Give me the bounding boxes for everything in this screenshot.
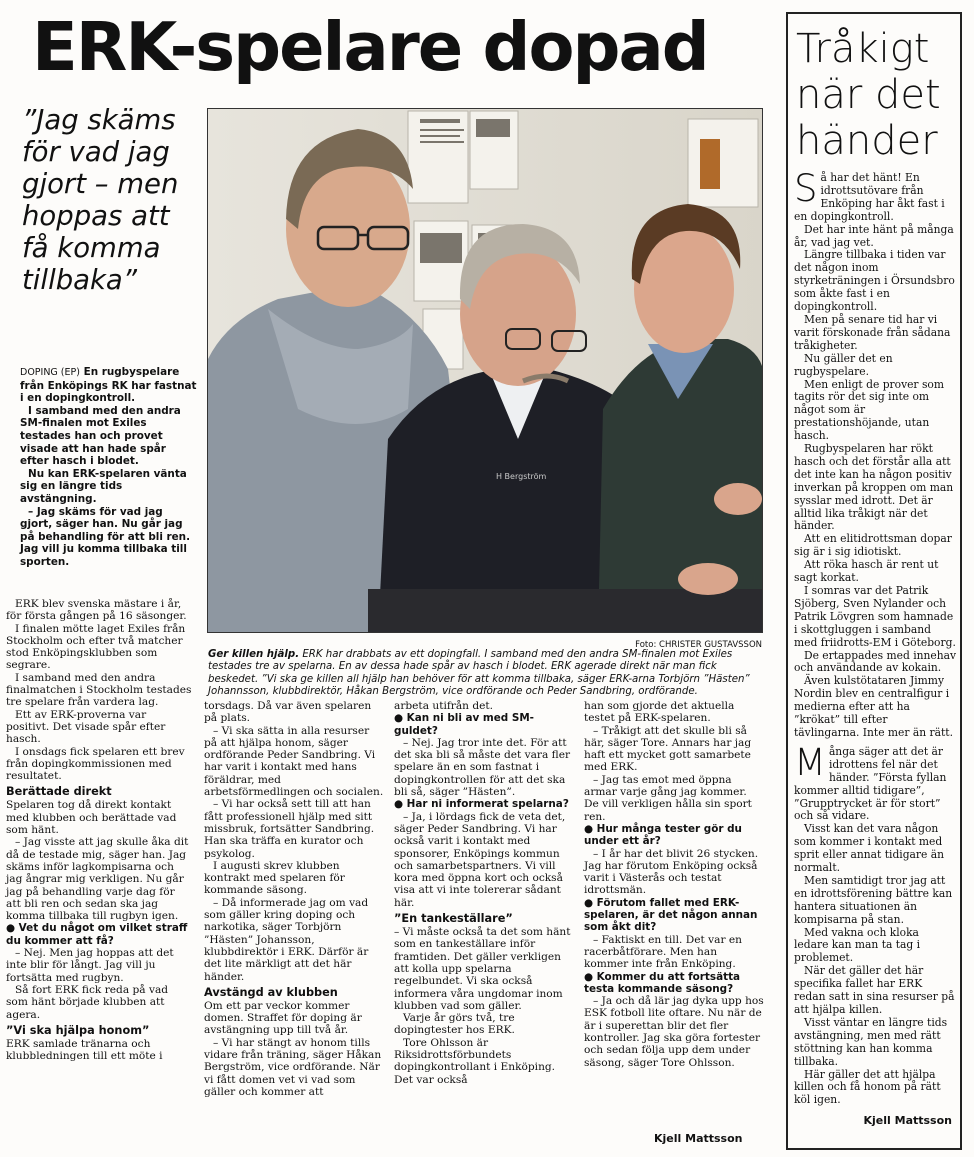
interview-question: ● Kan ni bli av med SM-guldet? <box>394 712 534 737</box>
paragraph: I samband med den andra finalmatchen i Stockholm testades tre spelare från vardera lag. <box>6 671 192 709</box>
interview-question: ● Förutom fallet med ERK-spelaren, är det någon annan som åkt dit? <box>584 896 758 934</box>
paragraph: torsdags. Då var även spelaren på plats. <box>204 700 372 725</box>
paragraph: När det gäller det här specifika fallet har ERK redan satt in sina resurser på att hjälpa killen. <box>794 964 955 1016</box>
paragraph: ERK samlade tränarna och klubbledningen till ett möte i <box>6 1037 163 1063</box>
paragraph: – Vi har stängt av honom tills vidare från träning, säger Håkan Bergström, vice ordförande. När vi fått domen vet vi vad som gäller och kommer att <box>204 1036 382 1098</box>
dropcap: M <box>794 740 826 784</box>
paragraph: Visst kan det vara någon som kommer i kontakt med sprit eller annat tidigare än normalt. <box>794 822 945 875</box>
paragraph: Men enligt de prover som tagits rör det sig inte om något som är prestationshöjande, utan hasch. <box>794 377 944 443</box>
body-column-3 <box>394 700 574 1086</box>
paragraph: – Vi har också sett till att han fått professionell hjälp med sitt missbruk, fortsätter Sandbring. Han ska träffa en kurator och psykolog. <box>204 798 375 860</box>
paragraph: I finalen mötte laget Exiles från Stockholm och efter två matcher stod Enköpingsklubben som segrare. <box>6 622 186 672</box>
paragraph: Med vakna och kloka ledare kan man ta tag i problemet. <box>794 925 921 965</box>
paragraph: – Vi måste också ta det som hänt som en tankeställare inför framtiden. Det gäller verkligen att kolla upp spelarna regelbundet. Vi ska också informera våra ungdomar inom klubben vad som gäller. <box>394 926 571 1012</box>
paragraph: Spelaren tog då direkt kontakt med klubben och berättade vad som hänt. <box>6 799 177 837</box>
paragraph: å har det hänt! En idrottsutövare från Enköping har åkt fast i en dopingkontroll. <box>794 171 945 223</box>
paragraph: arbeta utifrån det. <box>394 700 494 712</box>
paragraph: – Då informerade jag om vad som gäller kring doping och narkotika, säger Torbjörn ”Hästen” Johansson, klubbdirektör i ERK. Därför är det lite märkligt att det här händer. <box>204 896 369 983</box>
interview-question: ● Kommer du att fortsätta testa kommande säsong? <box>584 970 741 995</box>
paragraph: Visst väntar en längre tids avstängning, men med rätt stöttning kan han komma tillbaka. <box>794 1015 948 1068</box>
paragraph: – Jag visste att jag skulle åka dit då de testade mig, säger han. Jag skäms inför lagkompisarna och jag ångrar mig verkligen. Nu går jag på behandling varje dag för att bli ren och sedan ska jag komma tillbaka till rugbyn igen. <box>6 836 189 923</box>
dropcap: S <box>794 167 818 210</box>
paragraph: – Nej. Men jag hoppas att det inte blir för långt. Jag vill ju fortsätta med rugbyn. <box>6 947 174 984</box>
paragraph: – Ja och då lär jag dyka upp hos ESK fotboll lite oftare. Nu när de är i superettan blir det fler kontroller. Jag ska göra fortester och sedan följa upp dem under säsong, säger Tore Ohlsson. <box>584 995 764 1069</box>
paragraph: Nu gäller det en rugbyspelare. <box>794 351 893 378</box>
photo-illustration <box>208 109 763 633</box>
caption-lead: Ger killen hjälp. <box>208 649 300 660</box>
photo-credit: Foto: CHRISTER GUSTAVSSON <box>635 640 762 650</box>
intro-paragraph: – Jag skäms för vad jag gjort, säger han. Nu går jag på behandling för att bli ren. Jag vill ju komma tillbaka till sporten. <box>20 505 191 568</box>
sweater-text: H Bergström <box>496 472 547 481</box>
paragraph: Ett av ERK-proverna var positivt. Det visade spår efter hasch. <box>6 708 166 746</box>
interview-question: ● Hur många tester gör du under ett år? <box>584 822 742 848</box>
paragraph: Varje år görs två, tre dopingtester hos ERK. <box>394 1012 515 1037</box>
paragraph: – Vi ska sätta in alla resurser på att hjälpa honom, säger ordförande Peder Sandbring. Vi har varit i kontakt med hans föräldrar, med arbetsförmedlingen och socialen. <box>204 724 384 799</box>
intro-lead <box>20 366 198 405</box>
caption-text: ERK har drabbats av ett dopingfall. I samband med den andra SM-finalen mot Exiles testades tre av spelarna. En av dessa hade spår av hasch i blodet. ERK agerade direkt när man fick beskedet. ”Vi ska ge killen all hjälp han behöver för att komma tillbaka, säger ERK-arna Torbjörn ”Hästen” Johannsson, klubbdirektör, Håkan Bergström, vice ordförande och Peder Sandbring, ordförande. <box>208 649 750 697</box>
paragraph: – Nej. Jag tror inte det. För att det ska bli så måste det vara fler spelare än en som fastnat i dopingkontrollen för att det ska bli så, säger ”Hästen”. <box>394 736 571 799</box>
sidebar-text <box>794 167 956 1128</box>
headline: ERK-spelare dopad <box>32 8 708 86</box>
paragraph: – Jag tas emot med öppna armar varje gång jag kommer. De vill verkligen hålla sin sport ren. <box>584 773 752 823</box>
dateline-tag: DOPING (EP) <box>20 367 80 378</box>
paragraph: Rugbyspelaren har rökt hasch och det förstår alla att det inte kan ha någon positiv inverkan på kroppen om man sysslar med idrott. Det är alltid lika tråkigt när det händer. <box>794 442 954 533</box>
paragraph: I somras var det Patrik Sjöberg, Sven Nylander och Patrik Lövgren som hamnade i skottgluggen i samband med friidrotts-EM i Göteborg. <box>794 584 956 649</box>
paragraph: Det har inte hänt på många år, vad jag vet. <box>794 222 954 249</box>
paragraph: Att en elitidrottsman dopar sig är i sig idiotiskt. <box>794 532 952 559</box>
paragraph: Tore Ohlsson är Riksidrottsförbundets dopingkontrollant i Enköping. Det var också <box>394 1036 556 1086</box>
paragraph: Här gäller det att hjälpa killen och få honom på rätt köl igen. <box>794 1067 941 1107</box>
sidebar-byline: Kjell Mattsson <box>863 1114 952 1128</box>
intro-block <box>20 366 198 569</box>
photo-caption <box>208 649 766 698</box>
paragraph: I onsdags fick spelaren ett brev från dopingkommissionen med resultatet. <box>6 745 185 783</box>
body-column-4 <box>584 700 764 1069</box>
paragraph: ånga säger att det är idrottens fel när det händer. ”Första fyllan kommer alltid tidigare”, ”Grupptrycket är för stort” och så vidare. <box>794 744 947 823</box>
news-photo <box>207 108 763 633</box>
paragraph: ERK blev svenska mästare i år, för första gången på 16 säsonger. <box>6 598 187 623</box>
interview-question: ● Har ni informerat spelarna? <box>394 798 569 811</box>
subheading: ”Vi ska hjälpa honom” <box>6 1023 150 1037</box>
paragraph: Om ett par veckor kommer domen. Straffet för doping är avstängning upp till två år. <box>204 999 362 1037</box>
intro-lead-text: En rugbyspelare från Enköpings RK har fastnat i en dopingkontroll. <box>20 366 197 405</box>
intro-paragraph: I samband med den andra SM-finalen mot Exiles testades han och provet visade att han hade spår efter hasch i blodet. <box>20 404 181 468</box>
paragraph: Även kulstötataren Jimmy Nordin blev en centralfigur i medierna efter att ha ”krökat” till efter tävlingarna. Inte mer än rätt. <box>794 674 954 739</box>
paragraph: han som gjorde det aktuella testet på ERK-spelaren. <box>584 700 735 725</box>
paragraph: Längre tillbaka i tiden var det någon inom styrketräningen i Örsundsbro som åkte fast i en dopingkontroll. <box>794 248 955 314</box>
intro-paragraph: Nu kan ERK-spelaren vänta sig en längre tids avstängning. <box>20 467 187 505</box>
article-byline: Kjell Mattsson <box>654 1132 743 1145</box>
subheading: ”En tankeställare” <box>394 912 513 926</box>
paragraph: I augusti skrev klubben kontrakt med spelaren för kommande säsong. <box>204 859 345 897</box>
subheading: Avstängd av klubben <box>204 985 338 999</box>
paragraph: Men samtidigt tror jag att en idrottsförening bättre kan hantera situationen än kompisarna på stan. <box>794 873 953 926</box>
paragraph: – I år har det blivit 26 stycken. Jag har förutom Enköping också varit i Västerås och testat idrottsmän. <box>584 847 759 897</box>
subheading: Berättade direkt <box>6 785 112 799</box>
sidebar-column <box>786 12 962 1150</box>
paragraph: – Tråkigt att det skulle bli så här, säger Tore. Annars har jag haft ett mycket gott samarbete med ERK. <box>584 724 752 774</box>
paragraph: Så fort ERK fick reda på vad som hänt började klubben att agera. <box>6 983 169 1021</box>
paragraph: – Faktiskt en till. Det var en racerbåtförare. Men han kommer inte från Enköping. <box>584 933 742 971</box>
pull-quote: ”Jag skäms för vad jag gjort – men hoppas att få komma tillbaka” <box>22 104 179 296</box>
paragraph: Men på senare tid har vi varit förskonade från sådana tråkigheter. <box>794 312 951 352</box>
paragraph: – Ja, i lördags fick de veta det, säger Peder Sandbring. Vi har också varit i kontakt med sponsorer, Enköpings kommun och samarbetspartners. Vi vill kora med öppna kort och också visa att vi inte tolererar sådant här. <box>394 810 566 909</box>
sidebar-title: Tråkigt när det händer <box>796 26 941 164</box>
interview-question: ● Vet du något om vilket straff du kommer att få? <box>6 922 188 947</box>
paragraph: Att röka hasch är rent ut sagt korkat. <box>794 558 939 585</box>
body-column-1 <box>6 598 192 1062</box>
paragraph: De ertappades med innehav och användande av kokain. <box>794 648 956 675</box>
body-column-2 <box>204 700 384 1098</box>
